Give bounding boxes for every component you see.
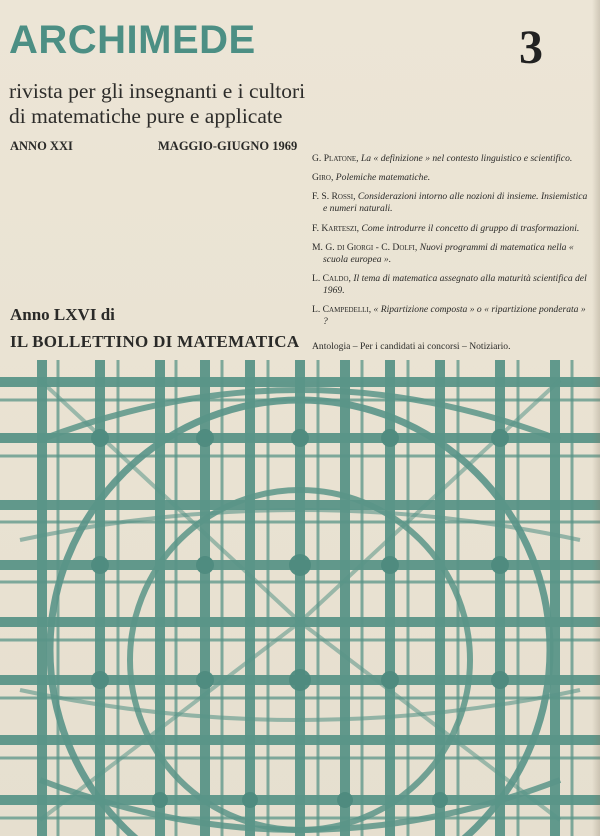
toc-author: F. S. Rossi, <box>312 191 356 203</box>
issue-number: 3 <box>519 21 543 74</box>
subtitle-line: rivista per gli insegnanti e i cultori <box>9 79 306 103</box>
toc-title: La « definizione » nel contesto linguistico e scientifico. <box>360 153 573 164</box>
toc-item <box>312 153 590 165</box>
toc-title: Considerazioni intorno alle nozioni di insieme. Insiemistica e numeri naturali. <box>323 191 588 215</box>
toc-author: G. Platone, <box>312 153 359 164</box>
contents-footer: Antologia – Per i candidati ai concorsi – Notiziario. <box>312 341 511 352</box>
bollettino-name: IL BOLLETTINO DI MATEMATICA <box>10 332 300 351</box>
geometric-grid-illustration <box>0 360 600 836</box>
toc-item <box>312 223 590 235</box>
page-edge-shadow <box>592 0 600 836</box>
year-label: ANNO XXI <box>10 139 73 153</box>
toc-item <box>312 242 590 266</box>
toc-item <box>312 273 590 297</box>
bollettino-year: Anno LXVI di <box>10 305 115 324</box>
toc-author: L. Caldo, <box>312 272 351 284</box>
toc-author: Giro, <box>312 172 334 184</box>
toc-title: Polemiche matematiche. <box>335 172 431 184</box>
toc-title: Il tema di matematica assegnato alla maturità scientifica del 1969. <box>323 272 587 296</box>
toc-title: Nuovi programmi di matematica nella « scuola europea ». <box>323 241 574 265</box>
table-of-contents <box>312 153 590 335</box>
date-label: MAGGIO-GIUGNO 1969 <box>158 139 298 153</box>
toc-item <box>312 304 590 328</box>
toc-title: « Ripartizione composta » o « ripartizione ponderata » ? <box>323 304 586 328</box>
toc-author: M. G. di Giorgi - C. Dolfi, <box>312 241 418 253</box>
toc-item <box>312 172 590 184</box>
toc-item <box>312 191 590 215</box>
journal-title: ARCHIMEDE <box>9 18 256 62</box>
toc-author: F. Karteszi, <box>312 222 360 234</box>
toc-title: Come introdurre il concetto di gruppo di trasformazioni. <box>361 222 580 234</box>
toc-author: L. Campedelli, <box>312 304 372 316</box>
journal-subtitle <box>9 79 305 129</box>
subtitle-line: di matematiche pure e applicate <box>9 104 283 128</box>
